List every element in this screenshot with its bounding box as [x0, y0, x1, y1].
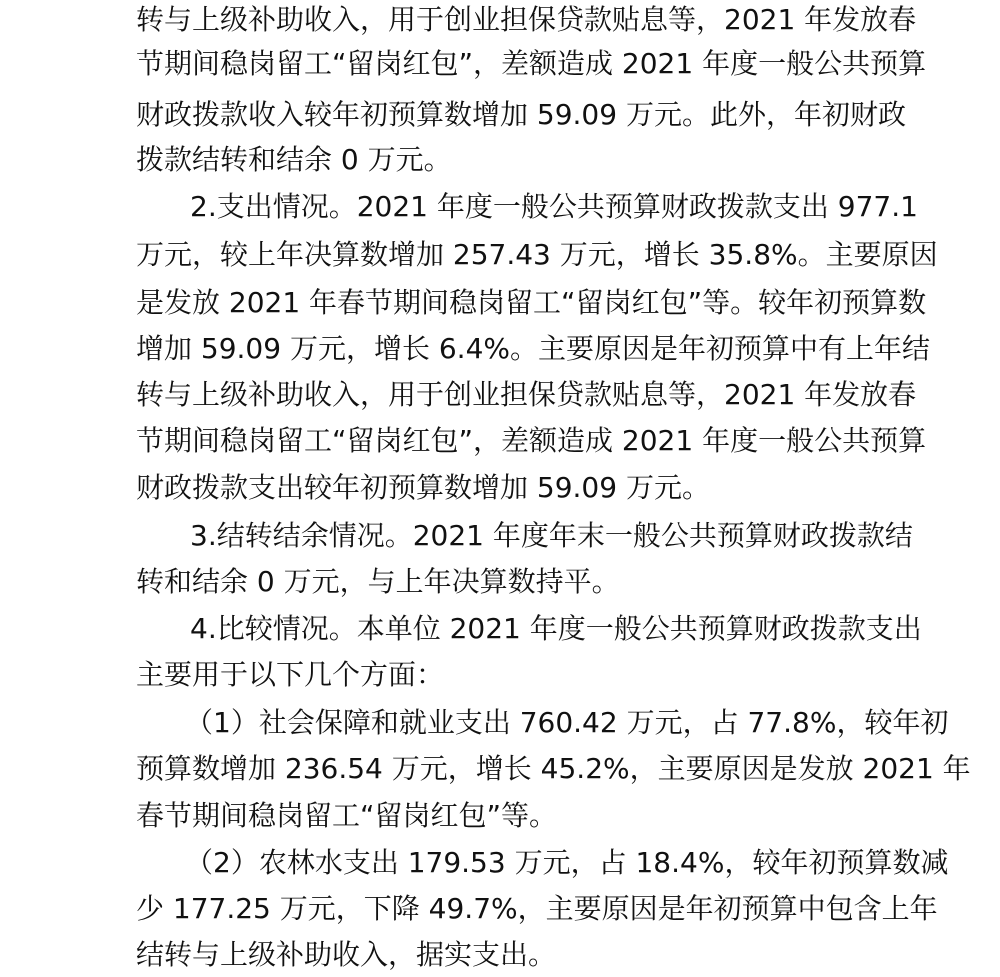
paragraph-line-1: 转与上级补助收入，用于创业担保贷款贴息等，2021 年发放春	[136, 3, 917, 36]
paragraph-line-15: 主要用于以下几个方面：	[136, 658, 445, 691]
paragraph-line-11: 财政拨款支出较年初预算数增加 59.09 万元。	[136, 471, 710, 504]
paragraph-line-21: 结转与上级补助收入，据实支出。	[136, 938, 557, 971]
section-4-heading-line: 4.比较情况。本单位 2021 年度一般公共预算财政拨款支出	[190, 612, 922, 645]
paragraph-line-9: 转与上级补助收入，用于创业担保贷款贴息等，2021 年发放春	[136, 378, 917, 411]
paragraph-line-3: 财政拨款收入较年初预算数增加 59.09 万元。此外，年初财政	[136, 98, 906, 131]
paragraph-line-10: 节期间稳岗留工“留岗红包”，差额造成 2021 年度一般公共预算	[136, 424, 927, 457]
paragraph-line-4: 拨款结转和结余 0 万元。	[136, 143, 452, 176]
paragraph-line-8: 增加 59.09 万元，增长 6.4%。主要原因是年初预算中有上年结	[136, 332, 930, 365]
paragraph-line-2: 节期间稳岗留工“留岗红包”，差额造成 2021 年度一般公共预算	[136, 47, 927, 80]
subsection-1-line: （1）社会保障和就业支出 760.42 万元，占 77.8%，较年初	[185, 706, 949, 739]
subsection-2-line: （2）农林水支出 179.53 万元，占 18.4%，较年初预算数减	[185, 846, 949, 879]
paragraph-line-17: 预算数增加 236.54 万元，增长 45.2%，主要原因是发放 2021 年	[136, 752, 971, 785]
paragraph-line-6: 万元，较上年决算数增加 257.43 万元，增长 35.8%。主要原因	[136, 238, 938, 271]
paragraph-line-13: 转和结余 0 万元，与上年决算数持平。	[136, 565, 620, 598]
section-2-heading-line: 2.支出情况。2021 年度一般公共预算财政拨款支出 977.1	[190, 190, 918, 223]
paragraph-line-20: 少 177.25 万元，下降 49.7%，主要原因是年初预算中包含上年	[136, 892, 938, 925]
paragraph-line-18: 春节期间稳岗留工“留岗红包”等。	[136, 799, 558, 832]
paragraph-line-7: 是发放 2021 年春节期间稳岗留工“留岗红包”等。较年初预算数	[136, 286, 927, 319]
section-3-heading-line: 3.结转结余情况。2021 年度年末一般公共预算财政拨款结	[190, 519, 913, 552]
